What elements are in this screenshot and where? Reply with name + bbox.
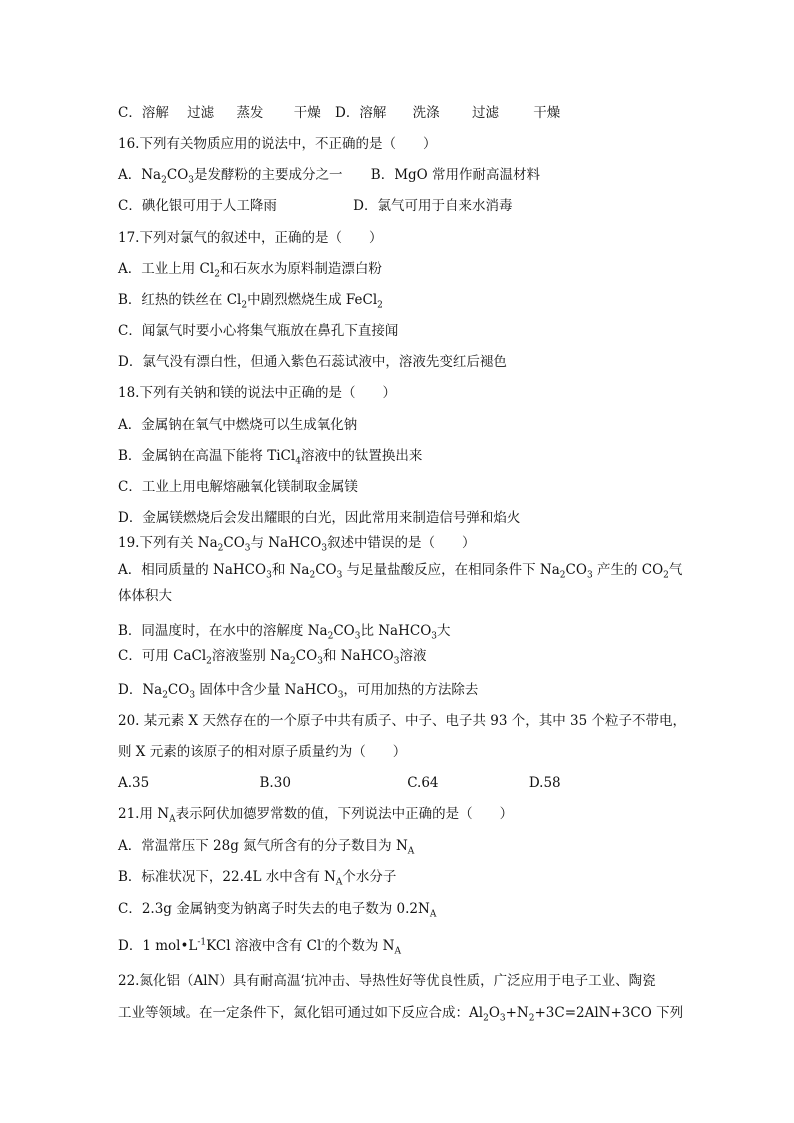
q18-option-b: B．金属钠在高温下能将 TiCl$_4$溶液中的钛置换出来 [118, 448, 423, 467]
q22-stem-line2: 工业等领域。在一定条件下，氮化铝可通过如下反应合成：$Al_2O_3+N_2+3C=2AlN+3CO$ 下列 [118, 1005, 684, 1024]
q19-option-d: D．$Na_2CO_3$ 固体中含少量 NaHCO$_3$，可用加热的方法除去 [118, 682, 479, 701]
q20-stem-line2: 则 X 元素的该原子的相对原子质量约为（ ） [118, 744, 407, 760]
q17-option-c: C．闻氯气时要小心将集气瓶放在鼻孔下直接闻 [118, 323, 399, 339]
q21-option-c: C．2.3g 金属钠变为钠离子时失去的电子数为 $0.2N_A$ [118, 901, 437, 920]
q19-option-a-line2: 体体积大 [118, 588, 172, 604]
q22-stem-line1: 22.氮化铝（AlN）具有耐高温‘抗冲击、导热性好等优良性质，广泛应用于电子工业、陶瓷 [118, 973, 656, 989]
q19-stem: 19.下列有关 $Na_2CO_3$与 NaHCO$_3$叙述中错误的是（ ） [118, 535, 476, 554]
q17-stem: 17.下列对氯气的叙述中，正确的是（ ） [118, 230, 383, 246]
q19-option-a: A．相同质量的 NaHCO$_3$和 $Na_2CO_3$ 与足量盐酸反应，在相同条件下 $Na_2CO_3$ 产生的 $CO_2$气 [118, 562, 683, 581]
q18-stem: 18.下列有关钠和镁的说法中正确的是（ ） [118, 385, 396, 401]
q16-options-ab: A．$Na_2CO_3$是发酵粉的主要成分之一 B．MgO 常用作耐高温材料 [118, 167, 541, 186]
q18-option-a: A．金属钠在氧气中燃烧可以生成氧化钠 [118, 417, 358, 433]
q15-options: C．溶解 过滤 蒸发 干燥 D．溶解 洗涤 过滤 干燥 [118, 105, 561, 121]
q16-stem: 16.下列有关物质应用的说法中，不正确的是（ ） [118, 136, 437, 152]
q17-option-b: B．红热的铁丝在 $Cl_2$中剧烈燃烧生成 FeCl$_2$ [118, 292, 383, 311]
q20-stem-line1: 20. 某元素 X 天然存在的一个原子中共有质子、中子、电子共 93 个，其中 35 个粒子不带电， [118, 713, 686, 729]
q21-stem: 21.用 $N_A$表示阿伏加德罗常数的值，下列说法中正确的是（ ） [118, 806, 514, 825]
q21-option-b: B．标准状况下，22.4L 水中含有 $N_A$个水分子 [118, 869, 397, 888]
q17-option-d: D．氯气没有漂白性，但通入紫色石蕊试液中，溶液先变红后褪色 [118, 354, 507, 370]
q17-option-a: A．工业上用 $Cl_2$和石灰水为原料制造漂白粉 [118, 261, 382, 280]
q21-option-d: D．1 $mol•L^{-1}KCl$ 溶液中含有 Cl-的个数为 $N_A$ [118, 937, 401, 957]
q18-option-c: C．工业上用电解熔融氧化镁制取金属镁 [118, 479, 358, 495]
q16-options-cd: C．碘化银可用于人工降雨 D．氯气可用于自来水消毒 [118, 198, 513, 214]
q19-option-c: C．可用 CaCl$_2$溶液鉴别 $Na_2CO_3$和 NaHCO$_3$溶液 [118, 648, 427, 667]
q19-option-b: B．同温度时，在水中的溶解度 $Na_2CO_3$比 NaHCO$_3$大 [118, 623, 451, 642]
q20-options: A.35 B.30 C.64 D.58 [118, 775, 561, 791]
q21-option-a: A．常温常压下 28g 氮气所含有的分子数目为 $N_A$ [118, 838, 415, 857]
q18-option-d: D．金属镁燃烧后会发出耀眼的白光，因此常用来制造信号弹和焰火 [118, 510, 521, 526]
